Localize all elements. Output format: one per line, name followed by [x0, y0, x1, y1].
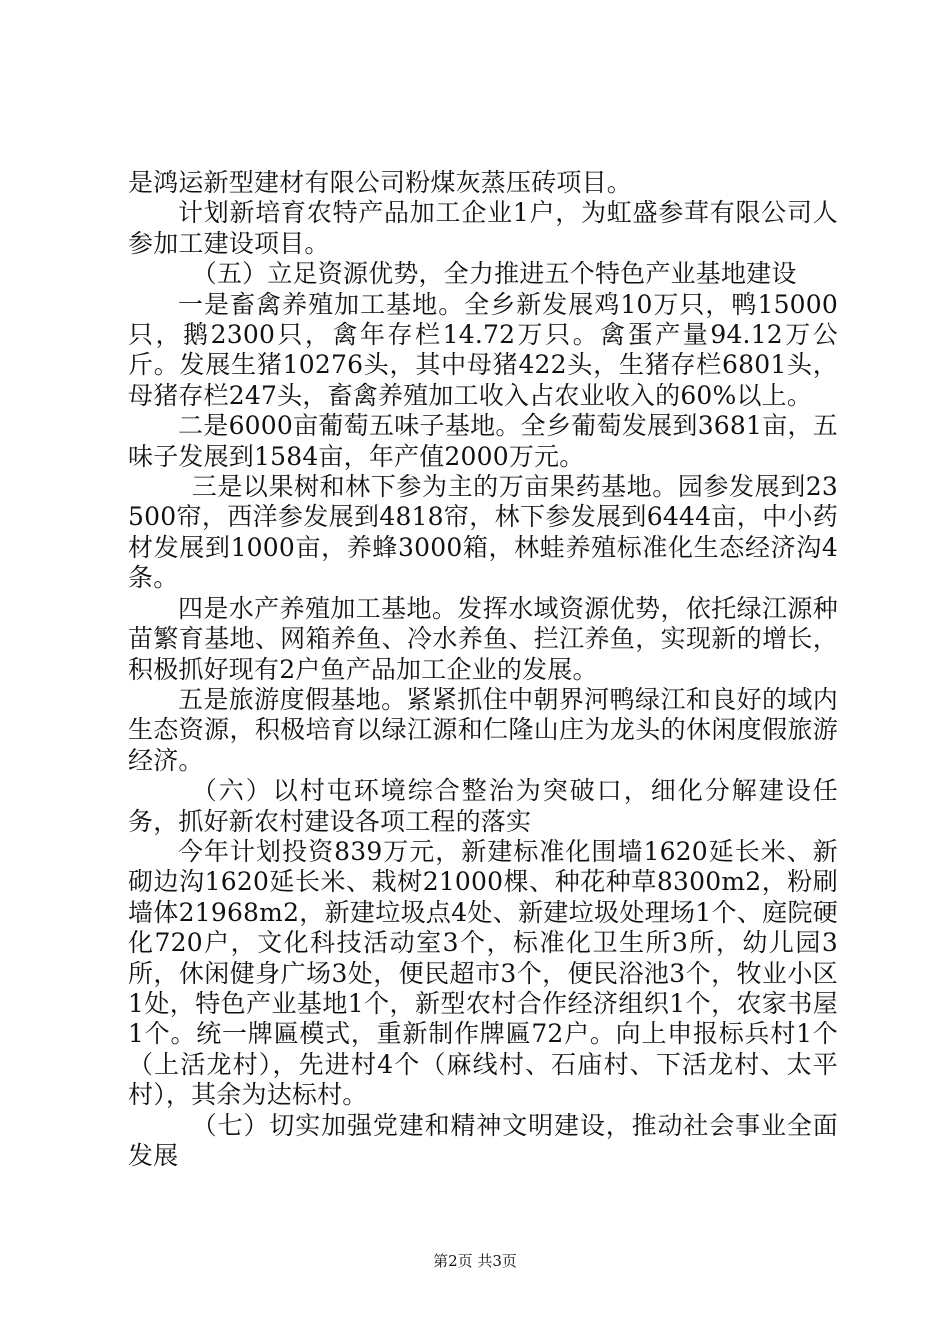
paragraph: 四是水产养殖加工基地。发挥水域资源优势，依托绿江源种苗繁育基地、网箱养鱼、冷水养鱼、拦江养鱼，实现新的增长，积极抓好现有2户鱼产品加工企业的发展。 [128, 593, 838, 684]
page-footer: 第2页 共3页 [433, 1252, 517, 1270]
paragraph: 计划新培育农特产品加工企业1户，为虹盛参茸有限公司人参加工建设项目。 [128, 198, 838, 258]
section-heading: （七）切实加强党建和精神文明建设，推动社会事业全面发展 [128, 1110, 838, 1170]
section-heading: （六）以村屯环境综合整治为突破口，细化分解建设任务，抓好新农村建设各项工程的落实 [128, 776, 838, 836]
paragraph: 今年计划投资839万元，新建标准化围墙1620延长米、新砌边沟1620延长米、栽树21000棵、种花种草8300m2，粉刷墙体21968m2，新建垃圾点4处、新建垃圾处理场1个、庭院硬化720户，文化科技活动室3个，标准化卫生所3所，幼儿园3所，休闲健身广场3处，便民超市3个，便民浴池3个，牧业小区1处，特色产业基地1个，新型农村合作经济组织1个，农家书屋1个。统一牌匾模式，重新制作牌匾72户。向上申报标兵村1个（上活龙村），先进村4个（麻线村、石庙村、下活龙村、太平村），其余为达标村。 [128, 836, 838, 1110]
document-body [128, 168, 838, 1171]
paragraph: 二是6000亩葡萄五味子基地。全乡葡萄发展到3681亩，五味子发展到1584亩，年产值2000万元。 [128, 411, 838, 471]
section-heading: （五）立足资源优势，全力推进五个特色产业基地建设 [191, 259, 797, 289]
paragraph: 是鸿运新型建材有限公司粉煤灰蒸压砖项目。 [128, 168, 633, 197]
paragraph: 三是以果树和林下参为主的万亩果药基地。园参发展到23500帘，西洋参发展到4818帘，林下参发展到6444亩，中小药材发展到1000亩，养蜂3000箱，林蛙养殖标准化生态经济沟4条。 [128, 472, 838, 593]
paragraph: 五是旅游度假基地。紧紧抓住中朝界河鸭绿江和良好的域内生态资源，积极培育以绿江源和仁隆山庄为龙头的休闲度假旅游经济。 [128, 684, 838, 775]
paragraph: 一是畜禽养殖加工基地。全乡新发展鸡10万只，鸭15000只，鹅2300只，禽年存栏14.72万只。禽蛋产量94.12万公斤。发展生猪10276头，其中母猪422头，生猪存栏6801头，母猪存栏247头，畜禽养殖加工收入占农业收入的60%以上。 [128, 289, 838, 410]
